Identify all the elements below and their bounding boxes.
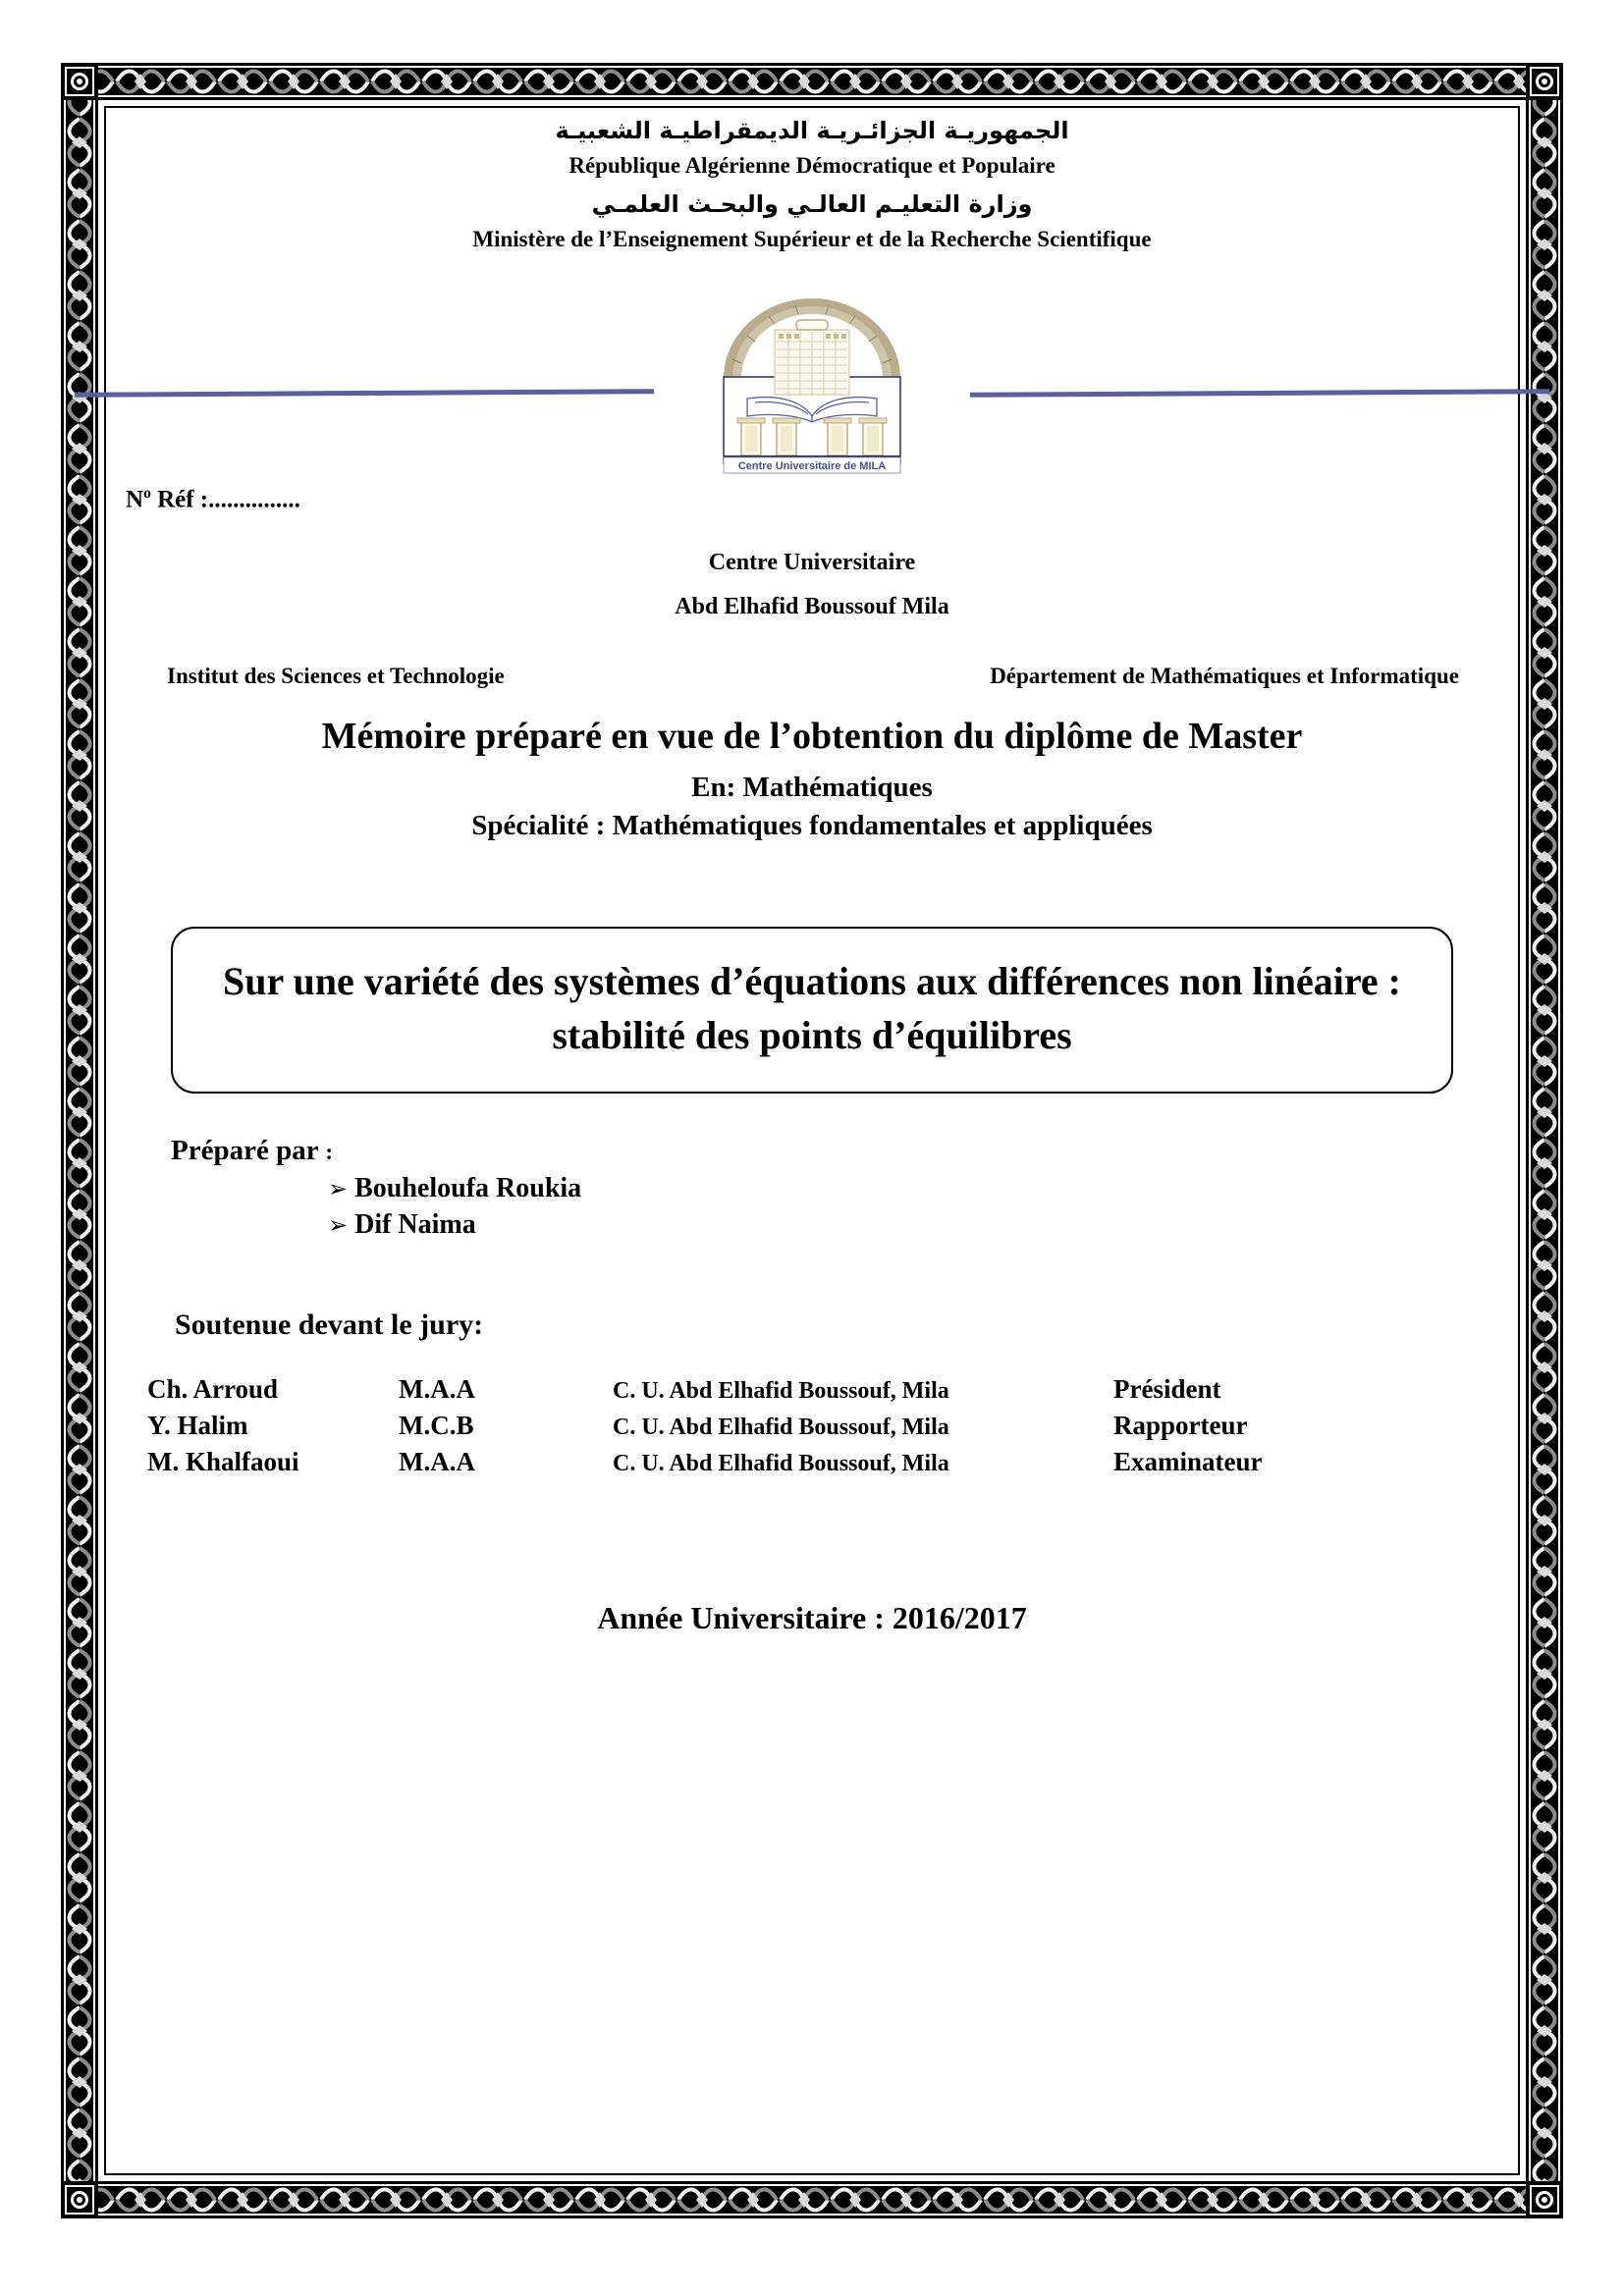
jury-member-affiliation: C. U. Abd Elhafid Boussouf, Mila [613, 1378, 949, 1405]
institution-line-1: Centre Universitaire [708, 549, 916, 575]
jury-member-role: Examinateur [1113, 1447, 1263, 1477]
logo-caption: Centre Universitaire de MILA [737, 459, 887, 472]
prepared-by-colon: : [325, 1140, 333, 1165]
medallion-dot-icon [1542, 2197, 1547, 2203]
header-arabic-ministry: وزارة التعليـم العالـي والبحـث العلمـي [591, 189, 1033, 218]
jury-member-grade: M.A.A [399, 1374, 475, 1405]
border-corner-medallion-bottom-left [61, 2181, 98, 2218]
border-corner-medallion-top-left [61, 63, 98, 100]
degree-field: En: Mathématiques [691, 772, 933, 804]
border-band-right [1526, 63, 1563, 2218]
list-item [328, 1207, 1514, 1244]
table-row [147, 1371, 1443, 1408]
border-band-top [61, 63, 1563, 100]
medallion-dot-icon [1542, 79, 1547, 84]
thesis-title: Sur une variété des systèmes d’équations aux différences non linéaire : stabilité des points d’équilibres [223, 959, 1401, 1058]
logo-and-rules [110, 269, 1514, 487]
cover-page-content [110, 114, 1514, 2175]
border-band-bottom [61, 2181, 1563, 2218]
jury-table [147, 1371, 1443, 1480]
jury-member-name: M. Khalfaoui [147, 1447, 299, 1477]
department-name: Département de Mathématiques et Informatique [990, 663, 1459, 688]
table-row [147, 1444, 1443, 1480]
horizontal-rule-right [970, 389, 1549, 398]
reference-superscript: o [143, 484, 151, 502]
header-arabic-country: الجمهوريـة الجزائـريـة الديمقراطيـة الشعبيـة [555, 117, 1069, 144]
border-band-left [61, 63, 98, 2218]
author-list [328, 1171, 1514, 1244]
jury-member-role: Rapporteur [1113, 1411, 1248, 1441]
header-french-country: République Algérienne Démocratique et Populaire [568, 152, 1056, 178]
medallion-dot-icon [77, 2197, 82, 2203]
prepared-by-label: Préparé par [171, 1135, 319, 1167]
thesis-title-box [171, 927, 1453, 1094]
university-logo [698, 269, 926, 475]
institution-line-2: Abd Elhafid Boussouf Mila [675, 593, 949, 619]
institute-department-row [110, 664, 1514, 689]
header-french-ministry: Ministère de l’Enseignement Supérieur et de la Recherche Scientifique [472, 226, 1152, 251]
jury-member-grade: M.C.B [399, 1411, 474, 1441]
official-header [110, 114, 1514, 255]
border-corner-medallion-bottom-right [1526, 2181, 1563, 2218]
border-knot-pattern-top [64, 66, 1560, 97]
author-name: Dif Naima [354, 1209, 476, 1241]
prepared-by-heading [171, 1135, 1514, 1167]
jury-member-name: Ch. Arroud [147, 1374, 279, 1405]
degree-statement: Mémoire préparé en vue de l’obtention du diplôme de Master [321, 715, 1303, 757]
jury-member-name: Y. Halim [147, 1411, 248, 1441]
institute-name: Institut des Sciences et Technologie [167, 663, 505, 688]
reference-number-line [110, 485, 1514, 524]
academic-year: Année Universitaire : 2016/2017 [597, 1600, 1027, 1636]
reference-label: N [126, 486, 144, 513]
list-item [328, 1171, 1514, 1207]
reference-value: Réf :............... [150, 486, 300, 513]
bullet-arrow-icon: ➢ [328, 1211, 349, 1240]
border-knot-pattern-left [64, 66, 95, 2216]
medallion-dot-icon [77, 79, 82, 84]
jury-member-grade: M.A.A [399, 1447, 475, 1477]
degree-specialty: Spécialité : Mathématiques fondamentales et appliquées [471, 810, 1153, 842]
institution-block [110, 550, 1514, 620]
bullet-arrow-icon: ➢ [328, 1175, 349, 1203]
table-row [147, 1408, 1443, 1444]
horizontal-rule-left [75, 389, 654, 398]
jury-member-affiliation: C. U. Abd Elhafid Boussouf, Mila [613, 1451, 949, 1477]
reference-number-text [126, 485, 300, 513]
jury-heading: Soutenue devant le jury: [175, 1308, 484, 1342]
border-corner-medallion-top-right [1526, 63, 1563, 100]
jury-member-affiliation: C. U. Abd Elhafid Boussouf, Mila [613, 1415, 949, 1441]
jury-member-role: Président [1113, 1374, 1221, 1405]
border-knot-pattern-bottom [64, 2184, 1560, 2216]
author-name: Bouheloufa Roukia [354, 1173, 582, 1204]
